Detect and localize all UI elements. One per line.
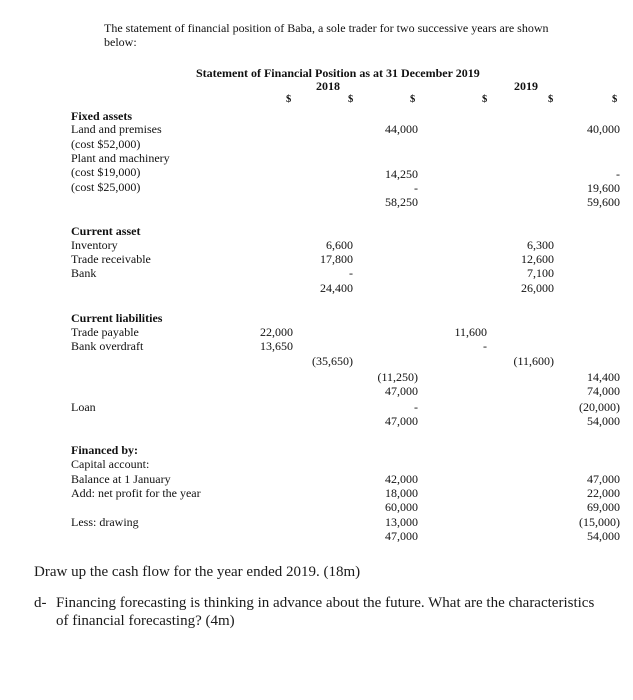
label-inventory: Inventory bbox=[71, 238, 118, 252]
label-balance-jan: Balance at 1 January bbox=[71, 472, 171, 486]
ca-2019-bank: 7,100 bbox=[527, 266, 554, 280]
loan-2019-total: 54,000 bbox=[587, 414, 620, 428]
ca-2018-inventory: 6,600 bbox=[326, 238, 353, 252]
cl-2019-overdraft: - bbox=[483, 339, 487, 353]
label-plant-cost-2018: (cost $19,000) bbox=[71, 165, 141, 179]
ca-2018-bank: - bbox=[349, 266, 353, 280]
current-liabilities-heading: Current liabilities bbox=[71, 311, 163, 325]
cl-2018-overdraft: 13,650 bbox=[260, 339, 293, 353]
ca-2018-total: 24,400 bbox=[320, 281, 353, 295]
loan-2018: - bbox=[414, 400, 418, 414]
fb-2019-total: 54,000 bbox=[587, 529, 620, 543]
currency-header-6: $ bbox=[612, 94, 618, 105]
current-assets-heading: Current asset bbox=[71, 224, 141, 238]
fa-2018-land: 44,000 bbox=[385, 122, 418, 136]
label-capital-account: Capital account: bbox=[71, 457, 150, 471]
question-d-line-1: Financing forecasting is thinking in advance about the future. What are the characteristics bbox=[56, 595, 595, 611]
fa-2018-plant: 14,250 bbox=[385, 167, 418, 181]
label-bank: Bank bbox=[71, 266, 97, 280]
intro-line-1: The statement of financial position of Baba, a sole trader for two successive years are shown bbox=[104, 21, 549, 35]
label-net-profit: Add: net profit for the year bbox=[71, 486, 201, 500]
cl-2018-working-capital: (11,250) bbox=[377, 370, 418, 384]
loan-2018-total: 47,000 bbox=[385, 414, 418, 428]
fa-2019-dash: - bbox=[616, 167, 620, 181]
label-drawing: Less: drawing bbox=[71, 515, 139, 529]
fb-2019-drawing: (15,000) bbox=[579, 515, 620, 529]
loan-2019: (20,000) bbox=[579, 400, 620, 414]
cl-2019-total: (11,600) bbox=[513, 354, 554, 368]
fixed-assets-heading: Fixed assets bbox=[71, 109, 132, 123]
currency-header-5: $ bbox=[548, 94, 554, 105]
question-d-line-2: of financial forecasting? (4m) bbox=[56, 613, 235, 629]
financed-by-heading: Financed by: bbox=[71, 443, 139, 457]
ca-2019-inventory: 6,300 bbox=[527, 238, 554, 252]
question-cash-flow: Draw up the cash flow for the year ended 2019. (18m) bbox=[34, 564, 361, 580]
statement-title: Statement of Financial Position as at 31 December 2019 bbox=[196, 66, 480, 80]
question-d-prefix: d- bbox=[34, 595, 47, 611]
label-trade-receivable: Trade receivable bbox=[71, 252, 151, 266]
currency-header-1: $ bbox=[286, 94, 292, 105]
fb-2018-balance: 42,000 bbox=[385, 472, 418, 486]
cl-2019-working-capital: 14,400 bbox=[587, 370, 620, 384]
cl-2018-total: (35,650) bbox=[312, 354, 353, 368]
currency-header-2: $ bbox=[348, 94, 354, 105]
cl-2018-payable: 22,000 bbox=[260, 325, 293, 339]
ca-2019-total: 26,000 bbox=[521, 281, 554, 295]
fa-2018-total: 58,250 bbox=[385, 195, 418, 209]
currency-header-4: $ bbox=[482, 94, 488, 105]
fb-2018-profit: 18,000 bbox=[385, 486, 418, 500]
label-land-cost: (cost $52,000) bbox=[71, 137, 141, 151]
fb-2018-drawing: 13,000 bbox=[385, 515, 418, 529]
cl-2019-payable: 11,600 bbox=[454, 325, 487, 339]
year-2018-header: 2018 bbox=[316, 79, 340, 93]
fb-2018-subtotal: 60,000 bbox=[385, 500, 418, 514]
fb-2019-balance: 47,000 bbox=[587, 472, 620, 486]
intro-line-2: below: bbox=[104, 35, 137, 49]
label-trade-payable: Trade payable bbox=[71, 325, 139, 339]
fa-2019-land: 40,000 bbox=[587, 122, 620, 136]
label-land-premises: Land and premises bbox=[71, 122, 162, 136]
currency-header-3: $ bbox=[410, 94, 416, 105]
fb-2019-subtotal: 69,000 bbox=[587, 500, 620, 514]
fa-2018-dash: - bbox=[414, 181, 418, 195]
cl-2019-net: 74,000 bbox=[587, 384, 620, 398]
ca-2018-receivable: 17,800 bbox=[320, 252, 353, 266]
fb-2018-total: 47,000 bbox=[385, 529, 418, 543]
fa-2019-total: 59,600 bbox=[587, 195, 620, 209]
label-bank-overdraft: Bank overdraft bbox=[71, 339, 144, 353]
year-2019-header: 2019 bbox=[514, 79, 538, 93]
label-plant-machinery: Plant and machinery bbox=[71, 151, 170, 165]
fb-2019-profit: 22,000 bbox=[587, 486, 620, 500]
label-plant-cost-2019: (cost $25,000) bbox=[71, 180, 141, 194]
fa-2019-plant: 19,600 bbox=[587, 181, 620, 195]
cl-2018-net: 47,000 bbox=[385, 384, 418, 398]
ca-2019-receivable: 12,600 bbox=[521, 252, 554, 266]
label-loan: Loan bbox=[71, 400, 96, 414]
